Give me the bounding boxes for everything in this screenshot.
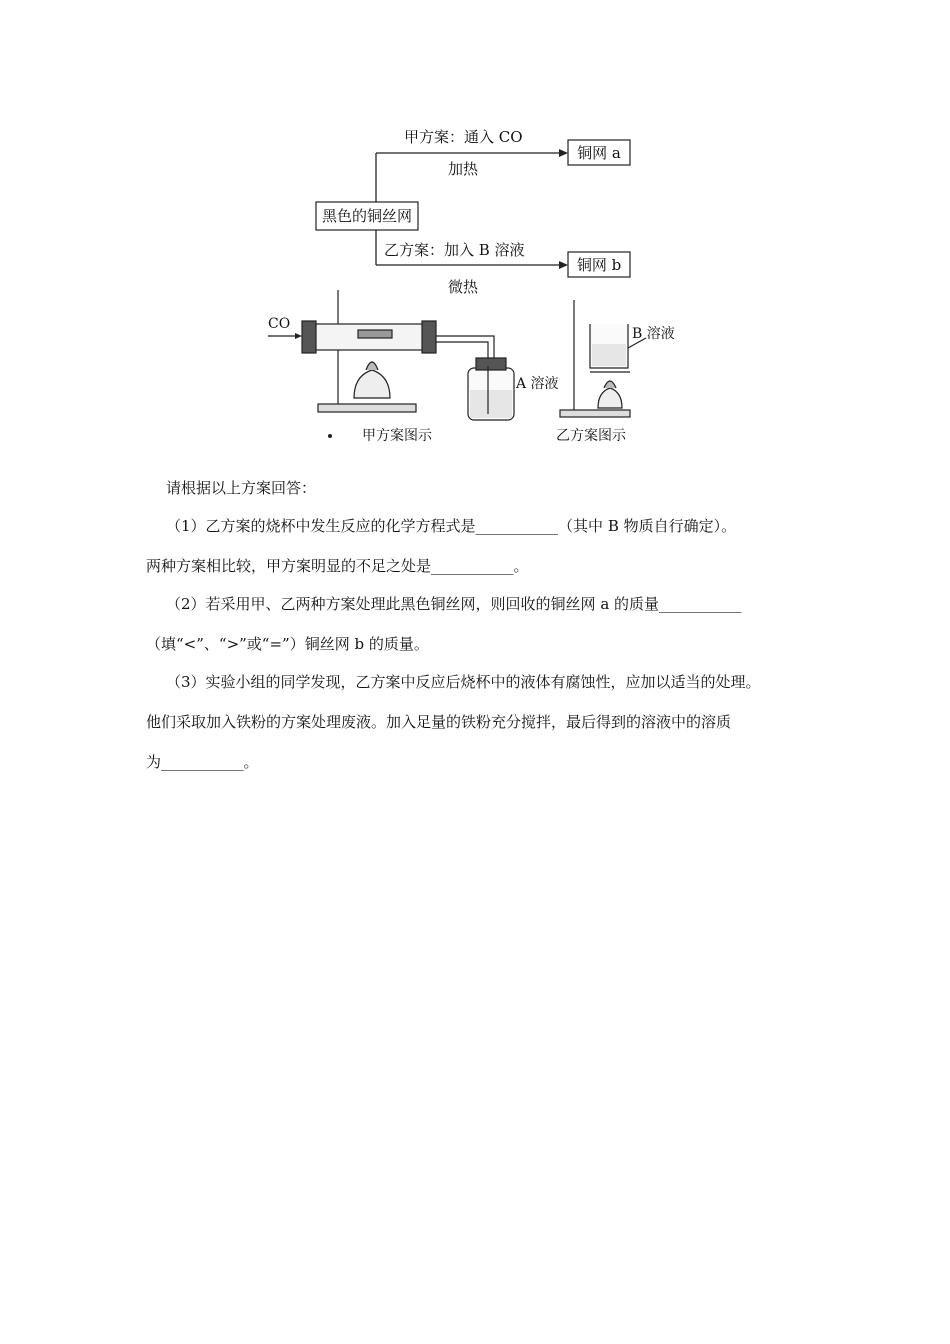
caption-a: 甲方案图示 [362, 428, 432, 444]
experiment-figure [250, 118, 700, 458]
a-solution-label: A 溶液 [516, 376, 559, 392]
question-3-line-1: （3）实验小组的同学发现，乙方案中反应后烧杯中的液体有腐蚀性，应加以适当的处理。 [166, 673, 761, 691]
co-label: CO [268, 316, 291, 332]
plan-b-bottom-label: 微热 [448, 278, 479, 296]
result-a-label: 铜网 a [577, 144, 621, 162]
question-2-line-2: （填“<”、“>”或“=”）铜丝网 b 的质量。 [146, 635, 429, 653]
b-solution-label: B 溶液 [632, 326, 675, 342]
apparatus-b [556, 300, 675, 444]
arrow-head-b [559, 261, 568, 269]
question-1-line-1: （1）乙方案的烧杯中发生反应的化学方程式是___________（其中 B 物质自行确定）。 [166, 517, 737, 535]
question-3-line-3: 为___________。 [146, 753, 259, 771]
apparatus-a [268, 290, 559, 444]
plan-a-top-label: 甲方案：通入 CO [404, 128, 523, 146]
plan-a-bottom-label: 加热 [448, 160, 479, 178]
arrow-head-a [559, 149, 568, 157]
question-1-line-2: 两种方案相比较，甲方案明显的不足之处是___________。 [146, 557, 529, 575]
plan-b-top-label: 乙方案：加入 B 溶液 [384, 241, 525, 259]
intro-text: 请根据以上方案回答： [166, 479, 317, 497]
question-2-line-1: （2）若采用甲、乙两种方案处理此黑色铜丝网，则回收的铜丝网 a 的质量___________ [166, 595, 742, 613]
caption-b: 乙方案图示 [556, 428, 626, 444]
source-label: 黑色的铜丝网 [321, 207, 413, 225]
result-b-label: 铜网 b [576, 256, 622, 274]
question-3-line-2: 他们采取加入铁粉的方案处理废液。加入足量的铁粉充分搅拌，最后得到的溶液中的溶质 [146, 713, 732, 731]
